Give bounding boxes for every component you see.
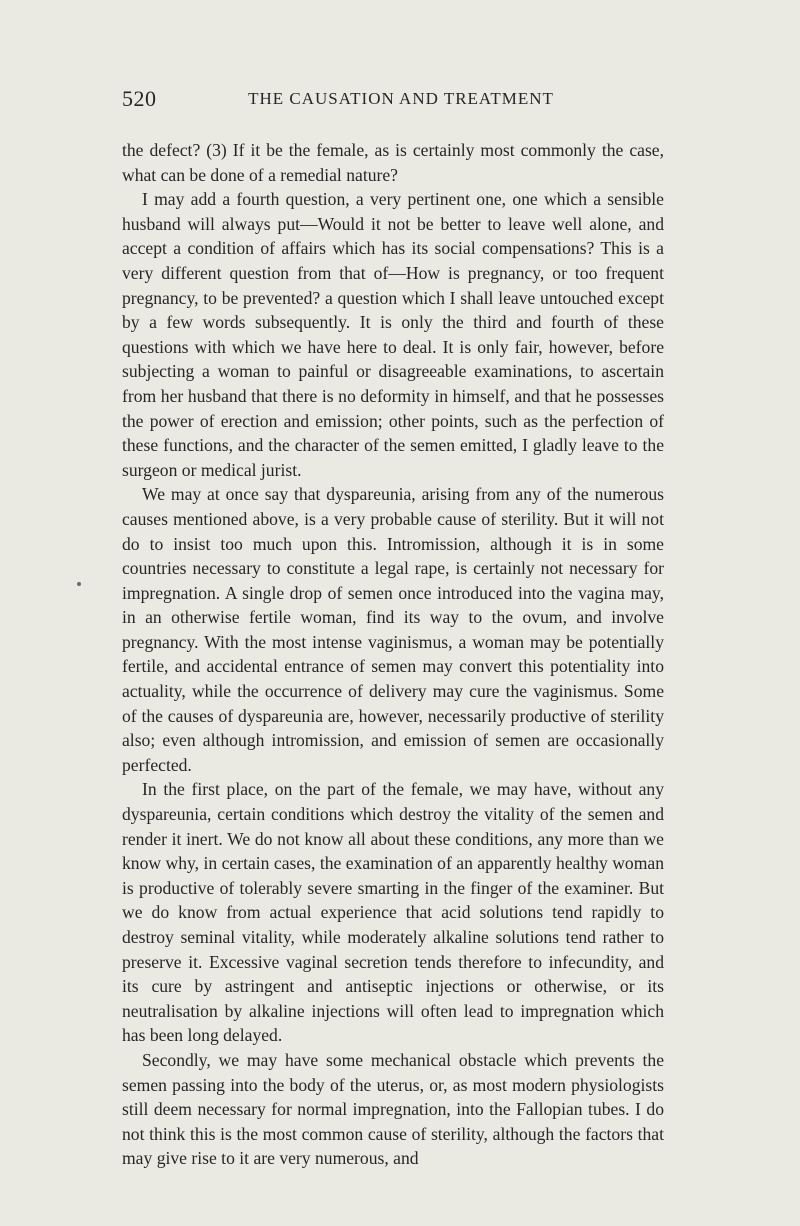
body-text: [122, 138, 664, 1171]
page-number: 520: [122, 86, 157, 111]
paragraph: In the first place, on the part of the female, we may have, without any dyspareunia, certain conditions which destroy the vitality of the semen and render it inert. We do not know all about these conditions, any more than we know why, in certain cases, the examination of an apparently healthy woman is productive of tolerably severe smarting in the finger of the examiner. But we do know from actual experience that acid solutions tend rapidly to destroy seminal vitality, while moderately alkaline solutions tend rather to preserve it. Excessive vaginal secretion tends therefore to infecundity, and its cure by astringent and antiseptic injections or otherwise, or its neutralisation by alkaline injections will often lead to impregnation which has been long delayed.: [122, 779, 664, 1046]
paragraph: We may at once say that dyspareunia, arising from any of the numerous causes mentioned above, is a very probable cause of sterility. But it will not do to insist too much upon this. Intromission, although it is in some countries necessary to constitute a legal rape, is certainly not necessary for impregnation. A single drop of semen once introduced into the vagina may, in an otherwise fertile woman, find its way to the ovum, and involve pregnancy. With the most intense vaginismus, a woman may be potentially fertile, and accidental entrance of semen may convert this potentiality into actuality, while the occurrence of delivery may cure the vaginismus. Some of the causes of dyspareunia are, however, necessarily productive of sterility also; even although intromission, and emission of semen are occasionally perfected.: [122, 484, 664, 775]
paragraph: Secondly, we may have some mechanical obstacle which prevents the semen passing into the body of the uterus, or, as most modern physiologists still deem necessary for normal impregnation, into the Fallopian tubes. I do not think this is the most common cause of sterility, although the factors that may give rise to it are very numerous, and: [122, 1049, 664, 1169]
page-header: [122, 86, 664, 116]
paragraph: the defect? (3) If it be the female, as is certainly most commonly the case, what can be done of a remedial nature?: [122, 140, 664, 185]
margin-mark: [77, 582, 81, 586]
running-head: THE CAUSATION AND TREATMENT: [248, 89, 554, 108]
paragraph: I may add a fourth question, a very pertinent one, one which a sensible husband will always put—Would it not be better to leave well alone, and accept a condition of affairs which has its social compensations? This is a very different question from that of—How is pregnancy, or too frequent pregnancy, to be prevented? a question which I shall leave untouched except by a few words subsequently. It is only the third and fourth of these questions with which we have here to deal. It is only fair, however, before subjecting a woman to painful or disagreeable examinations, to ascertain from her husband that there is no deformity in himself, and that he possesses the power of erection and emission; other points, such as the perfection of these functions, and the character of the semen emitted, I gladly leave to the surgeon or medical jurist.: [122, 189, 664, 480]
